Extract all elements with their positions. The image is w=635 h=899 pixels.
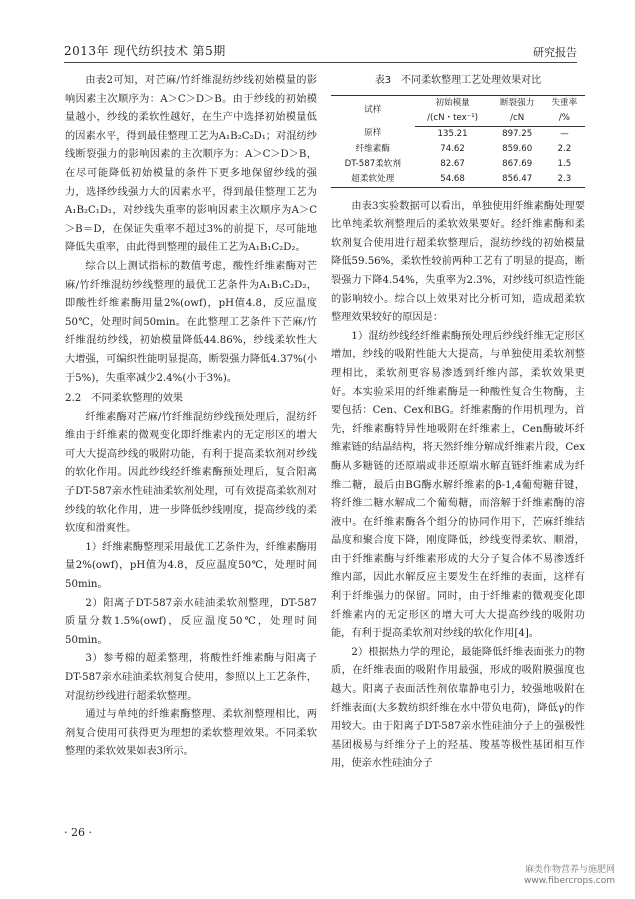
section-label: 研究报告: [533, 46, 577, 59]
table-unit: /%: [544, 111, 585, 127]
table-cell: 897.25: [502, 128, 533, 139]
table-cell: DT-587柔软剂: [344, 158, 401, 169]
watermark-line: www.fibercrops.com: [524, 876, 615, 886]
left-column: [65, 72, 317, 762]
table-cell: —: [560, 128, 569, 139]
paragraph: 纤维素酶对芒麻/竹纤维混纺纱线预处理后，混纺纤维由于纤维素的微观变化即纤维素内的无定形区的增大可大大提高纱线的吸附功能，有利于提高柔软剂对纱线的软化作用。因此纱线经纤维素酶预处理后，复合阳离子DT-587亲水性硅油柔软剂处理，可有效提高柔软剂对纱线的软化作用，进一步降低纱线刚度，提高纱线的柔软度和滑爽性。: [65, 411, 317, 535]
table-header: 试样: [331, 95, 415, 126]
paragraph: 通过与单纯的纤维素酶整理、柔软剂整理相比，两剂复合使用可获得更为理想的柔软整理效果。不同柔软整理的柔软效果如表3所示。: [65, 709, 317, 758]
table-row: [331, 172, 585, 188]
page-header: [30, 30, 605, 70]
table-cell: 856.47: [491, 172, 544, 188]
watermark: [524, 865, 615, 887]
table-row: [331, 126, 585, 142]
paragraph: 1）纤维素酶整理采用最优工艺条件为，纤维素酶用量2%(owf)，pH值为4.8，反应温度50℃，处理时间50min。: [65, 541, 317, 591]
paragraph: 综合以上测试指标的数值考虑，酸性纤维素酶对芒麻/竹纤维混纺纱线整理的最优工艺条件为A₁B₁C₂D₂，即酸性纤维素酶用量2%(owf)，pH值4.8，反应温度50℃，处理时间50min。在此整理工艺条件下芒麻/竹纤维混纺纱线，初始模量降低44.86%，纱线柔软性大大增强，可编织性能明显提高，断裂强力降低4.37%(小于5%)，失重率减少2.4%(小于3%)。: [65, 260, 317, 384]
section-heading: 2.2 不同柔软整理的效果: [65, 393, 184, 405]
table-cell: 867.69: [502, 158, 533, 169]
table-cell: 859.60: [502, 143, 533, 154]
table-header: 失重率: [544, 95, 585, 111]
paragraph: 3）参考棉的超柔整理，将酸性纤维素酶与阳离子DT-587亲水硅油柔软剂复合使用，参照以上工艺条件，对混纺纱线进行超柔软整理。: [65, 653, 317, 702]
journal-title: 2013年 现代纺织技术 第5期: [64, 44, 226, 58]
table-cell: 74.62: [440, 143, 465, 154]
paragraph: 由表3实验数据可以看出，单独使用纤维素酶处理要比单纯柔软剂整理后的柔软效果要好。经纤维素酶和柔软剂复合使用进行超柔软整理后，混纺纱线的初始模量降低59.56%，柔软性较前两种工艺有了明显的提高，断裂强力下降4.54%，失重率为2.3%，对纱线可织造性能的影响较小。综合以上效果对比分析可知，造成超柔软整理效果较好的原因是：: [331, 200, 585, 324]
paragraph: 1）混纺纱线经纤维素酶预处理后纱线纤维无定形区增加，纱线的吸附性能大大提高，与单独使用柔软剂整理相比，柔软剂更容易渗透到纤维内部，柔软效果更好。本实验采用的纤维素酶是一种酸性复合生物酶，主要包括：Cen、Cex和BG。纤维素酶的作用机理为，首先，纤维素酶特异性地吸附在纤维素上，Cen酶破坏纤维素链的结晶结构，将天然纤维分解成纤维素片段，Cex酶从多糖链的还原端或非还原端水解直链纤维素成为纤维二糖，最后由BG酶水解纤维素的β-1,4葡萄糖苷键，将纤维二糖水解成二个葡萄糖，而溶解于纤维素酶的溶液中。在纤维素酶各个组分的协同作用下，芒麻纤维结晶度和聚合度下降，刚度降低，纱线变得柔软、顺滑，由于纤维素酶与纤维素形成的大分子复合体不易渗透纤维内部，因此水解反应主要发生在纤维的表面，这样有利于纤维强力的保留。同时，由于纤维素的微观变化即纤维素内的无定形区的增大可大大提高纱线的吸附功能，有利于提高柔软剂对纱线的软化作用[4]。: [331, 330, 585, 640]
header-rule: [64, 62, 577, 63]
table-header: 断裂强力: [491, 95, 544, 111]
table-cell: 82.67: [440, 158, 465, 169]
table-cell: 2.3: [544, 172, 585, 188]
page-number: · 26 ·: [64, 826, 92, 839]
table-cell: 超柔软处理: [331, 172, 415, 188]
paragraph: 由表2可知，对芒麻/竹纤维混纺纱线初始模量的影响因素主次顺序为：A＞C＞D＞B。由于纱线的初始模量越小，纱线的柔软性越好，在生产中选择初始模量低的因素水平，得到最佳整理工艺为A₁B₂C₂D₁；对混纺纱线断裂强力的影响因素的主次顺序为：A＞C＞D＞B，在尽可能降低初始模量的条件下更多地保留纱线的强力，选择纱线强力大的因素水平，得到最佳整理工艺为A₁B₂C₁D₁，对纱线失重率的影响因素主次顺序为A＞C＞B＝D，在保证失重率不超过3%的前提下，尽可能地降低失重率，由此得到整理的最佳工艺为A₁B₁C₂D₂。: [65, 75, 317, 254]
paragraph: 2）阳离子DT-587亲水硅油柔软剂整理，DT-587质量分数1.5%(owf)，反应温度50℃，处理时间50min。: [65, 597, 317, 646]
table-cell: 原样: [364, 128, 382, 139]
table-title: 表3 不同柔软整理工艺处理效果对比: [374, 75, 542, 86]
results-table: [331, 95, 585, 188]
table-cell: 135.21: [437, 128, 468, 139]
table-cell: 1.5: [557, 158, 572, 169]
table-cell: 2.2: [557, 143, 572, 154]
table-row: [331, 157, 585, 172]
table-cell: 纤维素酶: [355, 143, 390, 154]
table-unit: /(cN・tex⁻¹): [415, 111, 491, 127]
table-cell: 54.68: [415, 172, 491, 188]
table-unit: /cN: [491, 111, 544, 127]
watermark-line: 麻类作物营养与施肥网: [524, 865, 615, 875]
paragraph: 2）根据热力学的理论，最能降低纤维表面张力的物质，在纤维表面的吸附作用最强，形成的吸附膜强度也越大。阳离子表面活性剂依靠静电引力，较强地吸附在纤维表面(大多数纺织纤维在水中带负电荷)，降低γ的作用较大。由于阳离子DT-587亲水性硅油分子上的强极性基团极易与纤维分子上的羟基、羧基等极性基团相互作用，使亲水性硅油分子: [331, 646, 585, 770]
table-header: 初始模量: [415, 95, 491, 111]
table-row: [331, 142, 585, 157]
right-column: [331, 72, 585, 774]
